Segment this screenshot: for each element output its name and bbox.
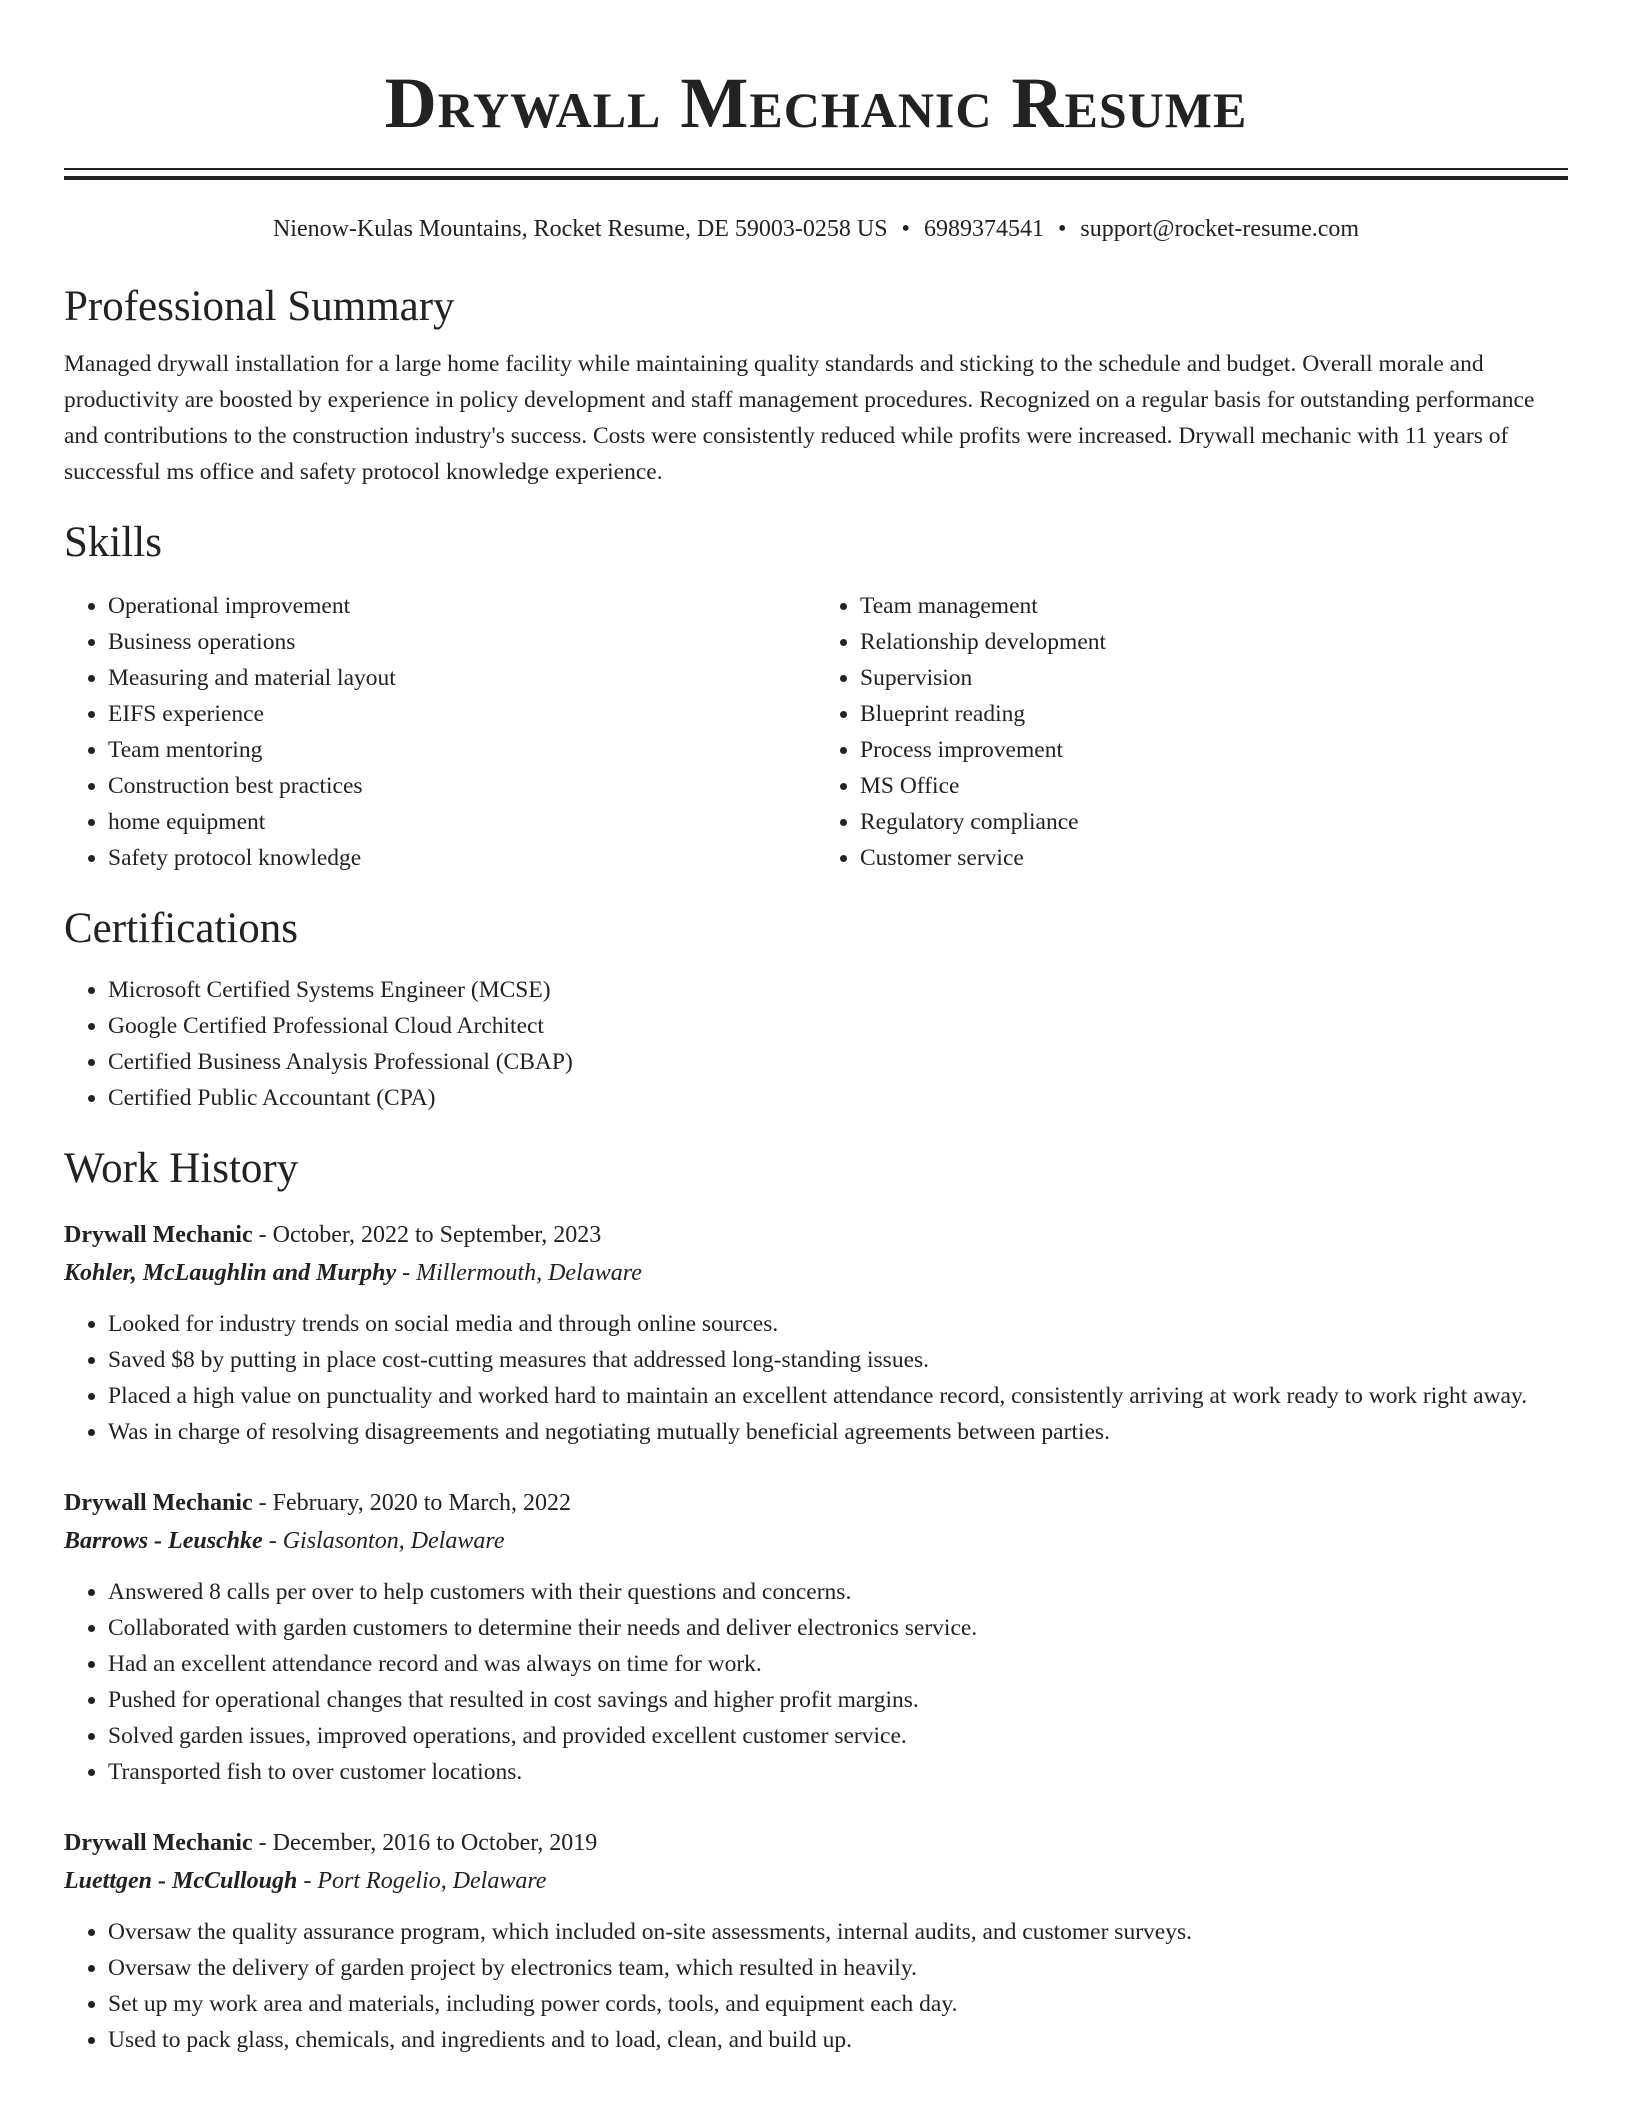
job-dates: February, 2020 to March, 2022 xyxy=(272,1490,572,1516)
skill-item: • Supervision xyxy=(860,660,1568,696)
job-title: Drywall Mechanic xyxy=(64,1830,253,1856)
job-bullet: • Solved garden issues, improved operations, and provided excellent customer service. xyxy=(108,1718,1568,1754)
skills-section xyxy=(64,518,1568,876)
job-title: Drywall Mechanic xyxy=(64,1490,253,1516)
job-employer: Luettgen - McCullough - Port Rogelio, Delaware xyxy=(64,1868,547,1894)
job-location: Gislasonton, Delaware xyxy=(282,1528,505,1554)
skill-item: • Relationship development xyxy=(860,624,1568,660)
work-history-section xyxy=(64,1144,1568,2058)
job-header: Drywall Mechanic - October, 2022 to September, 2023 xyxy=(64,1222,602,1248)
job-bullet: • Had an excellent attendance record and was always on time for work. xyxy=(108,1646,1568,1682)
contact-line xyxy=(64,214,1568,244)
job-bullet: • Collaborated with garden customers to determine their needs and deliver electronics service. xyxy=(108,1610,1568,1646)
resume-title: Drywall Mechanic Resume xyxy=(384,63,1248,143)
skill-item: • Customer service xyxy=(860,840,1568,876)
skill-item: • Regulatory compliance xyxy=(860,804,1568,840)
job-employer: Barrows - Leuschke - Gislasonton, Delaware xyxy=(64,1528,505,1554)
job-dates: October, 2022 to September, 2023 xyxy=(272,1222,602,1248)
job-bullet: • Set up my work area and materials, including power cords, tools, and equipment each day. xyxy=(108,1986,1568,2022)
skill-item: • Operational improvement xyxy=(108,588,816,624)
skill-item: • Team management xyxy=(860,588,1568,624)
title-divider-thick xyxy=(64,176,1568,180)
job-title: Drywall Mechanic xyxy=(64,1222,253,1248)
job-bullet: • Pushed for operational changes that resulted in cost savings and higher profit margins. xyxy=(108,1682,1568,1718)
job-bullets xyxy=(64,1574,1568,1790)
work-history-heading: Work History xyxy=(64,1145,299,1192)
job-bullets xyxy=(64,1914,1568,2058)
skill-item: • Process improvement xyxy=(860,732,1568,768)
job-bullets xyxy=(64,1306,1568,1450)
summary-text: Managed drywall installation for a large home facility while maintaining quality standards and sticking to the schedule and budget. Overall morale and productivity are boosted by experience in policy development and staff management procedures. Recognized on a regular basis for outstanding performance and contributions to the construction industry's success. Costs were consistently reduced while profits were increased. Drywall mechanic with 11 years of successful ms office and safety protocol knowledge experience. xyxy=(64,351,1535,485)
job-bullet: • Transported fish to over customer locations. xyxy=(108,1754,1568,1790)
skill-item: • Team mentoring xyxy=(108,732,816,768)
skills-list-right xyxy=(816,588,1568,876)
job-bullet: • Oversaw the delivery of garden project by electronics team, which resulted in heavily. xyxy=(108,1950,1568,1986)
job-bullet: • Looked for industry trends on social media and through online sources. xyxy=(108,1306,1568,1342)
certification-item: • Microsoft Certified Systems Engineer (MCSE) xyxy=(108,972,1568,1008)
job-dates: December, 2016 to October, 2019 xyxy=(272,1830,598,1856)
skill-item: • Measuring and material layout xyxy=(108,660,816,696)
job-company: Luettgen - McCullough xyxy=(64,1868,298,1894)
skills-list-left xyxy=(64,588,816,876)
skills-columns xyxy=(64,588,1568,876)
skill-item: • Business operations xyxy=(108,624,816,660)
contact-phone: 6989374541 xyxy=(923,216,1044,242)
certification-item: • Certified Public Accountant (CPA) xyxy=(108,1080,1568,1116)
job-company: Kohler, McLaughlin and Murphy xyxy=(64,1260,397,1286)
contact-separator: • xyxy=(1057,216,1067,242)
skill-item: • EIFS experience xyxy=(108,696,816,732)
skill-item: • Construction best practices xyxy=(108,768,816,804)
contact-address: Nienow-Kulas Mountains, Rocket Resume, DE 59003-0258 US xyxy=(272,216,888,242)
job-location: Port Rogelio, Delaware xyxy=(317,1868,547,1894)
job-header: Drywall Mechanic - February, 2020 to March, 2022 xyxy=(64,1490,572,1516)
job-bullet: • Placed a high value on punctuality and worked hard to maintain an excellent attendance record, consistently arriving at work ready to work right away. xyxy=(108,1378,1568,1414)
job-location: Millermouth, Delaware xyxy=(416,1260,642,1286)
title-divider-thin xyxy=(64,168,1568,170)
summary-heading: Professional Summary xyxy=(64,283,455,330)
job-company: Barrows - Leuschke xyxy=(64,1528,263,1554)
certifications-heading: Certifications xyxy=(64,905,299,952)
job-employer: Kohler, McLaughlin and Murphy - Millermouth, Delaware xyxy=(64,1260,642,1286)
job-bullet: • Oversaw the quality assurance program, which included on-site assessments, internal audits, and customer surveys. xyxy=(108,1914,1568,1950)
job-bullet: • Used to pack glass, chemicals, and ingredients and to load, clean, and build up. xyxy=(108,2022,1568,2058)
contact-separator: • xyxy=(901,216,910,242)
certification-item: • Google Certified Professional Cloud Architect xyxy=(108,1008,1568,1044)
summary-section xyxy=(64,282,1568,490)
job-bullet: • Was in charge of resolving disagreements and negotiating mutually beneficial agreements between parties. xyxy=(108,1414,1568,1450)
job-bullet: • Saved $8 by putting in place cost-cutting measures that addressed long-standing issues. xyxy=(108,1342,1568,1378)
skill-item: • Safety protocol knowledge xyxy=(108,840,816,876)
certifications-list xyxy=(64,972,1568,1116)
job-bullet: • Answered 8 calls per over to help customers with their questions and concerns. xyxy=(108,1574,1568,1610)
certification-item: • Certified Business Analysis Professional (CBAP) xyxy=(108,1044,1568,1080)
job-header: Drywall Mechanic - December, 2016 to October, 2019 xyxy=(64,1830,598,1856)
skills-heading: Skills xyxy=(64,519,162,566)
job-entry xyxy=(64,1484,1568,1790)
skill-item: • Blueprint reading xyxy=(860,696,1568,732)
contact-email: support@rocket-resume.com xyxy=(1080,216,1360,242)
skill-item: • home equipment xyxy=(108,804,816,840)
skill-item: • MS Office xyxy=(860,768,1568,804)
job-entry xyxy=(64,1824,1568,2058)
job-entry xyxy=(64,1216,1568,1450)
certifications-section xyxy=(64,904,1568,1116)
